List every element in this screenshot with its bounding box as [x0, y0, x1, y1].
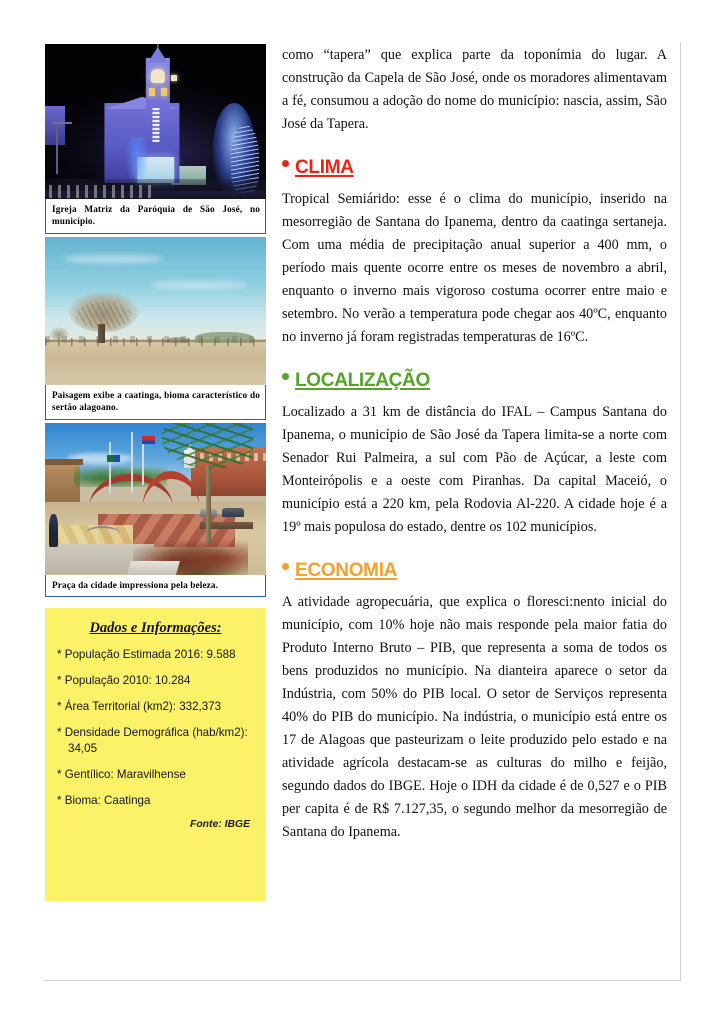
- church-cross-icon: [157, 44, 158, 50]
- section-heading-economia: [282, 561, 667, 580]
- paragraph-localizacao: Localizado a 31 km de distância do IFAL – Campus Santana do Ipanema, o município de São José da Tapera limita-se a norte com Senador Rui Palmeira, a sul com Pão de Açúcar, a leste com Monteirópolis e a oeste com Piranhas. Da capital Maceió, o município está a 220 km, pela Rodovia Al-220. A cidade hoje é a 19º mais populosa do estado, dentre os 102 municípios.: [282, 404, 667, 535]
- section-heading-clima: [282, 158, 667, 177]
- heading-label: CLIMA: [295, 157, 354, 178]
- figure-praca-da-cidade: [45, 423, 266, 597]
- tree-trunk: [98, 324, 105, 343]
- facade-window-left: [149, 88, 155, 96]
- handrail: [85, 526, 120, 542]
- shrub: [167, 337, 189, 343]
- flag-right: [142, 436, 155, 444]
- street-lamp-post: [56, 125, 58, 175]
- document-page: [43, 42, 681, 981]
- bullet-icon: [282, 373, 289, 380]
- figure-caption: Igreja Matriz da Paróquia de São José, no município.: [45, 198, 266, 234]
- figure-caption: Praça da cidade impressiona pela beleza.: [45, 574, 266, 597]
- cloud-lower: [151, 281, 248, 288]
- bullet-icon: [282, 563, 289, 570]
- info-box-title: Dados e Informações:: [89, 620, 222, 637]
- list-item: * Gentílico: Maravilhense: [57, 768, 186, 782]
- page-content: [43, 42, 679, 979]
- list-item: * População 2010: 10.284: [57, 673, 191, 687]
- church-bell-icon: [151, 69, 165, 83]
- photo-praca-da-cidade: [45, 423, 266, 575]
- street-lamp-arm: [52, 122, 72, 124]
- palm-trunk: [206, 465, 211, 544]
- flag-pole-left: [109, 442, 111, 492]
- bullet-icon: [282, 160, 289, 167]
- pedestrian: [49, 514, 58, 547]
- side-building: [45, 106, 65, 145]
- planter-edge: [127, 561, 180, 575]
- info-box-dados-e-informacoes: [45, 608, 266, 901]
- scrub-line: [45, 336, 266, 343]
- parked-car-dark: [222, 508, 244, 517]
- crowd: [45, 179, 266, 199]
- photo-igreja-matriz: [45, 44, 266, 199]
- heading-label: LOCALIZAÇÃO: [295, 370, 430, 391]
- info-box-source: Fonte: IBGE: [189, 818, 250, 830]
- figure-paisagem-caatinga: [45, 237, 266, 420]
- tower-window: [171, 75, 177, 81]
- light-strip: [153, 108, 160, 142]
- photo-paisagem-caatinga: [45, 237, 266, 385]
- paragraph-economia: A atividade agropecuária, que explica o floresci:nento inicial do município, com 10% hoje não mais responde pela maior fatia do Produto Interno Bruto – PIB, que representa a soma de todos os bens produzidos no município. Na dianteira aparece o setor da Indústria, com 50% do PIB local. O setor de Serviços representa 40% do PIB do município. Na indústria, o município está entre os 17 de Alagoas que pasteurizam o leite produzido pelo estado e na atividade agrícola destacam-se as culturas do milho e feijão, segundo dados do IBGE. Hoje o IDH da cidade é de 0,527 e o PIB per capita é de R$ 7.127,35, o segundo melhor da mesorregião de Santana do Ipanema.: [282, 594, 667, 840]
- list-item: * Densidade Demográfica (hab/km2): 34,05: [57, 725, 248, 756]
- figure-igreja-matriz: [45, 44, 266, 234]
- flag-pole-center: [131, 432, 133, 493]
- figure-caption: Paisagem exibe a caatinga, bioma característico do sertão alagoano.: [45, 384, 266, 420]
- right-column: [272, 42, 679, 979]
- heading-label: ECONOMIA: [295, 560, 398, 581]
- info-box-list: [57, 647, 254, 810]
- left-column: [43, 42, 272, 979]
- list-item: * População Estimada 2016: 9.588: [57, 648, 236, 662]
- paragraph-clima: Tropical Semiárido: esse é o clima do município, inserido na mesorregião de Santana do Ipanema, dentro da caatinga sertaneja. Com uma média de precipitação anual superior a 400 mm, o período mais quente ocorre entre os meses de novembro a abril, enquanto o inverno mais vigoroso costuma ocorrer entre maio e setembro. No verão a temperatura pode chegar aos 40ºC, enquanto no inverno já foram registradas temperaturas de 16ºC.: [282, 191, 667, 345]
- sky: [45, 237, 266, 344]
- flag-left: [107, 455, 120, 463]
- list-item: * Bioma: Caatinga: [57, 793, 151, 807]
- facade-window-right: [161, 88, 167, 96]
- section-heading-localizacao: [282, 371, 667, 390]
- list-item: * Área Territorial (km2): 332,373: [57, 699, 222, 713]
- intro-paragraph: como “tapera” que explica parte da toponímia do lugar. A construção da Capela de São José, onde os moradores alimentavam a fé, consumou a adoção do nome do município: nascia, assim, São José da Tapera.: [282, 47, 667, 132]
